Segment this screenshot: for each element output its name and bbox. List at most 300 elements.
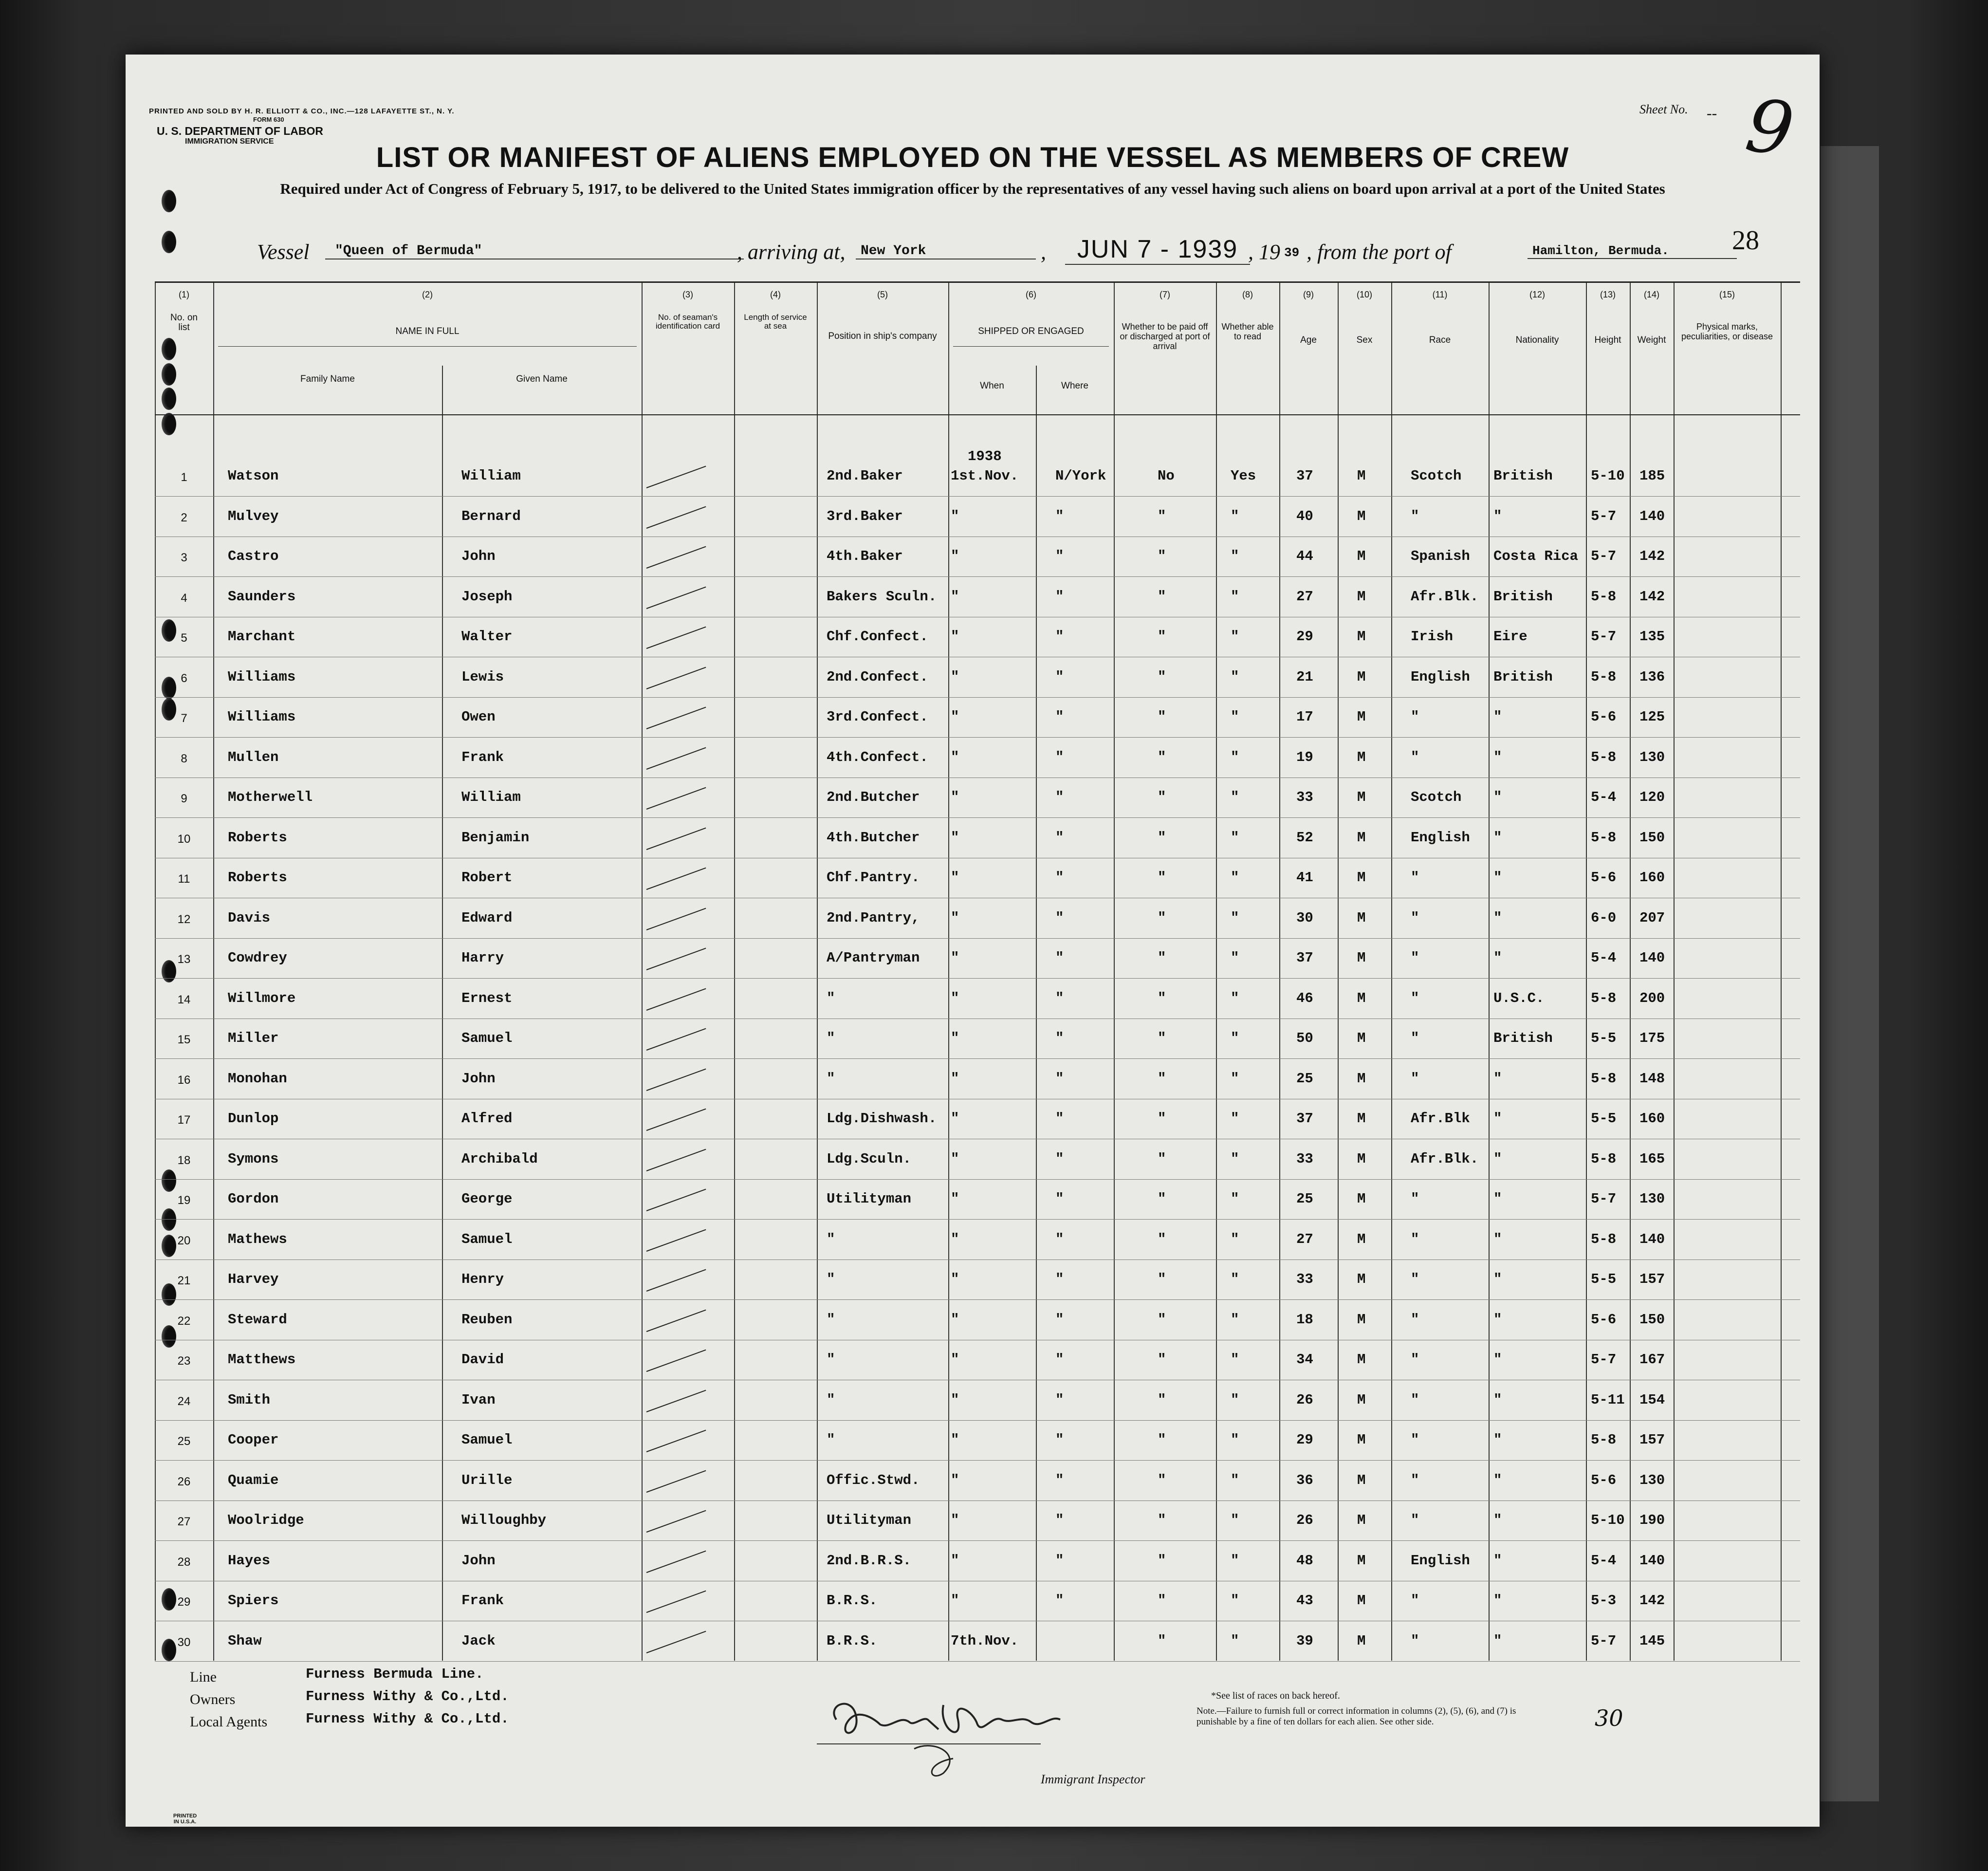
cell-where: " — [1055, 1391, 1064, 1408]
id-card-check-mark — [646, 908, 706, 930]
cell-nationality: " — [1493, 1271, 1502, 1287]
cell-sex: M — [1357, 548, 1366, 564]
cell-paid: " — [1158, 1472, 1166, 1488]
cell-height: 6-0 — [1591, 909, 1617, 926]
row-rule — [155, 938, 1800, 939]
sheet-handwritten-number: 9 — [1741, 83, 1799, 173]
inspector-signature — [817, 1686, 1089, 1763]
id-card-check-mark — [646, 667, 706, 689]
header-id-card: No. of seaman's identification card — [655, 313, 720, 331]
col-num-9: (9) — [1303, 290, 1314, 299]
cell-when: 7th.Nov. — [951, 1632, 1019, 1649]
cell-when: " — [951, 548, 959, 564]
cell-paid: " — [1158, 1271, 1166, 1287]
cell-race: " — [1411, 1512, 1419, 1528]
binder-hole — [162, 190, 176, 212]
cell-given: Lewis — [461, 668, 504, 685]
cell-paid: " — [1158, 1391, 1166, 1408]
row-number: 28 — [177, 1555, 191, 1569]
cell-height: 5-5 — [1591, 1030, 1617, 1046]
col-num-4: (4) — [770, 290, 781, 299]
cell-sex: M — [1357, 1432, 1366, 1448]
underlying-page-edge — [1821, 146, 1879, 1801]
cell-height: 5-3 — [1591, 1593, 1617, 1609]
id-card-check-mark — [646, 948, 706, 970]
col-num-8: (8) — [1242, 290, 1253, 299]
row-number: 25 — [177, 1435, 191, 1448]
cell-family: Mulvey — [228, 508, 279, 524]
cell-race: " — [1411, 1311, 1419, 1328]
cell-position: " — [827, 990, 835, 1006]
row-number: 15 — [177, 1033, 191, 1046]
cell-race: " — [1411, 1191, 1419, 1207]
vessel-label: Vessel — [257, 240, 310, 264]
cell-paid: " — [1158, 789, 1166, 805]
cell-when: " — [951, 1231, 959, 1247]
cell-nationality: " — [1493, 950, 1502, 966]
cell-given: Samuel — [461, 1432, 513, 1448]
cell-age: 50 — [1296, 1030, 1313, 1046]
cell-nationality: " — [1493, 709, 1502, 725]
cell-read: " — [1231, 548, 1239, 564]
cell-race: Scotch — [1411, 789, 1462, 805]
cell-paid: " — [1158, 588, 1166, 605]
cell-age: 33 — [1296, 1271, 1313, 1287]
cell-when: " — [951, 588, 959, 605]
cell-race: " — [1411, 749, 1419, 765]
cell-when: " — [951, 1472, 959, 1488]
local-agents-label: Local Agents — [190, 1714, 268, 1730]
cell-race: Afr.Blk — [1411, 1111, 1470, 1127]
cell-height: 5-8 — [1591, 1432, 1617, 1448]
cell-read: " — [1231, 1432, 1239, 1448]
cell-position: B.R.S. — [827, 1593, 878, 1609]
cell-race: " — [1411, 508, 1419, 524]
cell-family: Dunlop — [228, 1111, 279, 1127]
row-number: 12 — [177, 912, 191, 926]
cell-nationality: " — [1493, 1311, 1502, 1328]
cell-read: " — [1231, 990, 1239, 1006]
cell-read: " — [1231, 950, 1239, 966]
col-num-13: (13) — [1600, 290, 1616, 299]
cell-read: " — [1231, 789, 1239, 805]
cell-given: Bernard — [461, 508, 521, 524]
cell-given: Joseph — [461, 588, 513, 605]
cell-given: Ivan — [461, 1391, 496, 1408]
cell-height: 5-6 — [1591, 1472, 1617, 1488]
form-number: FORM 630 — [253, 116, 284, 123]
cell-when: " — [951, 1352, 959, 1368]
cell-weight: 145 — [1639, 1632, 1665, 1649]
id-card-check-mark — [646, 747, 706, 769]
cell-nationality: British — [1493, 468, 1553, 484]
row-rule — [155, 737, 1800, 738]
sheet-label: Sheet No. — [1639, 102, 1688, 116]
cell-sex: M — [1357, 749, 1366, 765]
row-number: 11 — [178, 872, 190, 886]
cell-nationality: " — [1493, 829, 1502, 846]
cell-nationality: " — [1493, 1111, 1502, 1127]
cell-paid: " — [1158, 1150, 1166, 1167]
col-num-14: (14) — [1643, 290, 1659, 299]
row-number: 21 — [177, 1274, 191, 1287]
cell-height: 5-7 — [1591, 1632, 1617, 1649]
shipped-year: 1938 — [968, 448, 1002, 464]
id-card-check-mark — [646, 1630, 706, 1653]
cell-where: " — [1055, 1030, 1064, 1046]
id-card-check-mark — [646, 1430, 706, 1452]
cell-when: " — [951, 1432, 959, 1448]
row-number: 6 — [181, 671, 187, 685]
cell-height: 5-8 — [1591, 829, 1617, 846]
cell-paid: " — [1158, 709, 1166, 725]
cell-family: Willmore — [228, 990, 296, 1006]
header-name-in-full: NAME IN FULL — [395, 326, 460, 336]
cell-family: Monohan — [228, 1070, 287, 1087]
cell-position: 4th.Butcher — [827, 829, 920, 846]
cell-given: Jack — [461, 1632, 496, 1649]
cell-nationality: British — [1493, 668, 1553, 685]
header-paid-off: Whether to be paid off or discharged at port of arrival — [1120, 322, 1210, 351]
cell-where: " — [1055, 1191, 1064, 1207]
cell-sex: M — [1357, 909, 1366, 926]
id-card-check-mark — [646, 1269, 706, 1292]
immigrant-inspector-label: Immigrant Inspector — [1041, 1772, 1145, 1786]
cell-race: Afr.Blk. — [1411, 588, 1479, 605]
cell-age: 25 — [1296, 1191, 1313, 1207]
cell-given: Frank — [461, 1593, 504, 1609]
cell-weight: 130 — [1639, 749, 1665, 765]
cell-height: 5-8 — [1591, 749, 1617, 765]
cell-read: Yes — [1231, 468, 1256, 484]
cell-where: " — [1055, 1150, 1064, 1167]
cell-race: " — [1411, 709, 1419, 725]
cell-race: " — [1411, 1352, 1419, 1368]
cell-where: " — [1055, 1271, 1064, 1287]
id-card-check-mark — [646, 1109, 706, 1131]
cell-position: 2nd.Confect. — [827, 668, 928, 685]
cell-age: 27 — [1296, 588, 1313, 605]
cell-position: 2nd.B.R.S. — [827, 1552, 912, 1569]
row-number: 30 — [177, 1635, 191, 1649]
cell-read: " — [1231, 1030, 1239, 1046]
cell-age: 37 — [1296, 950, 1313, 966]
cell-race: " — [1411, 1271, 1419, 1287]
cell-given: Robert — [461, 870, 513, 886]
cell-where: " — [1055, 1432, 1064, 1448]
cell-paid: " — [1158, 950, 1166, 966]
cell-read: " — [1231, 1311, 1239, 1328]
cell-paid: " — [1158, 1070, 1166, 1087]
cell-read: " — [1231, 709, 1239, 725]
col-num-3: (3) — [682, 290, 693, 299]
cell-position: " — [827, 1231, 835, 1247]
cell-where: " — [1055, 1352, 1064, 1368]
cell-family: Mathews — [228, 1231, 287, 1247]
cell-race: " — [1411, 1070, 1419, 1087]
header-shipped-engaged: SHIPPED OR ENGAGED — [978, 326, 1084, 336]
row-rule — [155, 697, 1800, 698]
cell-nationality: " — [1493, 1231, 1502, 1247]
from-port: Hamilton, Bermuda. — [1528, 243, 1737, 259]
cell-position: Utilityman — [827, 1191, 912, 1207]
row-number: 19 — [177, 1194, 191, 1207]
cell-position: " — [827, 1391, 835, 1408]
year-label: , 19 — [1248, 240, 1280, 264]
cell-where: " — [1055, 1552, 1064, 1569]
id-card-check-mark — [646, 1510, 706, 1533]
cell-when: " — [951, 1311, 959, 1328]
cell-given: Edward — [461, 909, 513, 926]
cell-race: " — [1411, 1391, 1419, 1408]
cell-family: Roberts — [228, 870, 287, 886]
cell-when: " — [951, 1111, 959, 1127]
cell-position: Utilityman — [827, 1512, 912, 1528]
cell-sex: M — [1357, 1472, 1366, 1488]
cell-given: Harry — [461, 950, 504, 966]
col-num-7: (7) — [1160, 290, 1170, 299]
cell-where: " — [1055, 709, 1064, 725]
cell-weight: 185 — [1639, 468, 1665, 484]
cell-position: " — [827, 1311, 835, 1328]
cell-weight: 140 — [1639, 950, 1665, 966]
cell-position: Ldg.Dishwash. — [827, 1111, 937, 1127]
header-age: Age — [1300, 335, 1317, 345]
cell-race: " — [1411, 870, 1419, 886]
header-physical-marks: Physical marks, peculiarities, or disease — [1681, 322, 1773, 341]
row-number: 29 — [177, 1595, 191, 1609]
cell-age: 29 — [1296, 1432, 1313, 1448]
cell-sex: M — [1357, 950, 1366, 966]
cell-position: Ldg.Sculn. — [827, 1150, 912, 1167]
cell-age: 44 — [1296, 548, 1313, 564]
cell-weight: 136 — [1639, 668, 1665, 685]
cell-where: " — [1055, 1512, 1064, 1528]
row-number: 23 — [177, 1354, 191, 1368]
cell-sex: M — [1357, 1512, 1366, 1528]
cell-nationality: " — [1493, 1352, 1502, 1368]
binder-hole — [162, 231, 176, 253]
cell-where: " — [1055, 508, 1064, 524]
cell-read: " — [1231, 1472, 1239, 1488]
cell-paid: " — [1158, 909, 1166, 926]
cell-weight: 154 — [1639, 1391, 1665, 1408]
cell-read: " — [1231, 1271, 1239, 1287]
row-rule — [155, 817, 1800, 818]
cell-race: " — [1411, 990, 1419, 1006]
cell-family: Marchant — [228, 629, 296, 645]
from-port-label: , from the port of — [1307, 240, 1452, 264]
header-given-name: Given Name — [516, 374, 568, 384]
cell-nationality: Eire — [1493, 629, 1528, 645]
cell-position: 3rd.Baker — [827, 508, 903, 524]
cell-family: Steward — [228, 1311, 287, 1328]
cell-when: " — [951, 749, 959, 765]
cell-sex: M — [1357, 629, 1366, 645]
row-rule — [155, 496, 1800, 497]
cell-where: " — [1055, 588, 1064, 605]
cell-sex: M — [1357, 668, 1366, 685]
cell-nationality: " — [1493, 1391, 1502, 1408]
cell-given: David — [461, 1352, 504, 1368]
cell-position: Bakers Sculn. — [827, 588, 937, 605]
cell-race: Irish — [1411, 629, 1454, 645]
cell-read: " — [1231, 1150, 1239, 1167]
row-number: 14 — [177, 993, 191, 1006]
cell-where: " — [1055, 950, 1064, 966]
col-num-10: (10) — [1356, 290, 1372, 299]
cell-weight: 125 — [1639, 709, 1665, 725]
cell-sex: M — [1357, 508, 1366, 524]
cell-age: 46 — [1296, 990, 1313, 1006]
cell-when: " — [951, 909, 959, 926]
cell-age: 48 — [1296, 1552, 1313, 1569]
cell-where: " — [1055, 749, 1064, 765]
id-card-check-mark — [646, 827, 706, 850]
cell-sex: M — [1357, 468, 1366, 484]
cell-paid: " — [1158, 1191, 1166, 1207]
id-card-check-mark — [646, 707, 706, 729]
cell-given: Owen — [461, 709, 496, 725]
cell-paid: " — [1158, 629, 1166, 645]
row-number: 26 — [177, 1475, 191, 1488]
department-name: U. S. DEPARTMENT OF LABOR — [157, 125, 324, 137]
document-title: LIST OR MANIFEST OF ALIENS EMPLOYED ON THE VESSEL AS MEMBERS OF CREW — [376, 142, 1569, 173]
cell-age: 37 — [1296, 1111, 1313, 1127]
cell-age: 19 — [1296, 749, 1313, 765]
cell-age: 36 — [1296, 1472, 1313, 1488]
row-number: 16 — [177, 1073, 191, 1087]
cell-weight: 142 — [1639, 1593, 1665, 1609]
cell-position: A/Pantryman — [827, 950, 920, 966]
cell-read: " — [1231, 1632, 1239, 1649]
cell-sex: M — [1357, 588, 1366, 605]
cell-sex: M — [1357, 1271, 1366, 1287]
cell-nationality: Costa Rica — [1493, 548, 1579, 564]
cell-weight: 130 — [1639, 1191, 1665, 1207]
cell-when: " — [951, 668, 959, 685]
cell-where: " — [1055, 548, 1064, 564]
cell-height: 5-7 — [1591, 629, 1617, 645]
cell-weight: 190 — [1639, 1512, 1665, 1528]
header-weight: Weight — [1637, 335, 1666, 345]
cell-nationality: " — [1493, 508, 1502, 524]
cell-family: Quamie — [228, 1472, 279, 1488]
cell-race: English — [1411, 1552, 1470, 1569]
cell-weight: 140 — [1639, 1552, 1665, 1569]
cell-paid: " — [1158, 1352, 1166, 1368]
cell-paid: " — [1158, 990, 1166, 1006]
cell-paid: " — [1158, 1111, 1166, 1127]
cell-position: 2nd.Butcher — [827, 789, 920, 805]
row-rule — [155, 576, 1800, 577]
cell-sex: M — [1357, 990, 1366, 1006]
cell-age: 39 — [1296, 1632, 1313, 1649]
cell-when: " — [951, 1150, 959, 1167]
cell-read: " — [1231, 1391, 1239, 1408]
penalty-note: Note.—Failure to furnish full or correct information in columns (2), (5), (6), and (7) is punishable by a fine of ten dollars for each alien. See other side. — [1196, 1706, 1516, 1727]
cell-height: 5-6 — [1591, 870, 1617, 886]
cell-age: 26 — [1296, 1512, 1313, 1528]
cell-when: 1st.Nov. — [951, 468, 1019, 484]
cell-height: 5-8 — [1591, 1150, 1617, 1167]
cell-when: " — [951, 1070, 959, 1087]
id-card-check-mark — [646, 1229, 706, 1251]
id-card-check-mark — [646, 988, 706, 1010]
cell-weight: 165 — [1639, 1150, 1665, 1167]
header-race: Race — [1429, 335, 1451, 345]
cell-paid: " — [1158, 548, 1166, 564]
id-card-check-mark — [646, 787, 706, 810]
cell-height: 5-7 — [1591, 1191, 1617, 1207]
cell-where: " — [1055, 1472, 1064, 1488]
cell-given: Benjamin — [461, 829, 530, 846]
header-able-to-read: Whether able to read — [1221, 322, 1274, 341]
cell-read: " — [1231, 1512, 1239, 1528]
cell-nationality: " — [1493, 789, 1502, 805]
cell-family: Miller — [228, 1030, 279, 1046]
id-card-check-mark — [646, 868, 706, 890]
cell-weight: 148 — [1639, 1070, 1665, 1087]
row-number: 22 — [177, 1314, 191, 1328]
arriving-label: , arriving at, — [737, 240, 846, 264]
line-value: Furness Bermuda Line. — [306, 1666, 484, 1682]
cell-where: " — [1055, 629, 1064, 645]
cell-nationality: British — [1493, 1030, 1553, 1046]
cell-age: 30 — [1296, 909, 1313, 926]
cell-race: " — [1411, 950, 1419, 966]
cell-paid: " — [1158, 1593, 1166, 1609]
cell-position: Offic.Stwd. — [827, 1472, 920, 1488]
row-number: 20 — [177, 1234, 191, 1247]
cell-sex: M — [1357, 1070, 1366, 1087]
cell-family: Gordon — [228, 1191, 279, 1207]
cell-nationality: " — [1493, 1432, 1502, 1448]
cell-where: " — [1055, 1593, 1064, 1609]
cell-given: John — [461, 548, 496, 564]
service-name: IMMIGRATION SERVICE — [185, 137, 274, 146]
cell-when: " — [951, 508, 959, 524]
cell-when: " — [951, 1391, 959, 1408]
cell-race: Afr.Blk. — [1411, 1150, 1479, 1167]
cell-age: 27 — [1296, 1231, 1313, 1247]
cell-where: " — [1055, 668, 1064, 685]
cell-nationality: " — [1493, 749, 1502, 765]
cell-read: " — [1231, 1552, 1239, 1569]
header-length-service: Length of service at sea — [744, 313, 807, 331]
arriving-port: New York — [856, 243, 1036, 259]
cell-nationality: U.S.C. — [1493, 990, 1545, 1006]
cell-position: 3rd.Confect. — [827, 709, 928, 725]
col-num-2: (2) — [422, 290, 433, 299]
cell-where: " — [1055, 789, 1064, 805]
cell-paid: " — [1158, 1432, 1166, 1448]
cell-position: " — [827, 1432, 835, 1448]
cell-sex: M — [1357, 1593, 1366, 1609]
cell-position: Chf.Pantry. — [827, 870, 920, 886]
id-card-check-mark — [646, 1309, 706, 1332]
header-family-name: Family Name — [300, 374, 355, 384]
cell-race: " — [1411, 1231, 1419, 1247]
cell-race: " — [1411, 1432, 1419, 1448]
row-rule — [155, 1179, 1800, 1180]
cell-sex: M — [1357, 870, 1366, 886]
cell-weight: 120 — [1639, 789, 1665, 805]
cell-read: " — [1231, 829, 1239, 846]
col-num-11: (11) — [1432, 290, 1448, 299]
cell-nationality: " — [1493, 1070, 1502, 1087]
header-position: Position in ship's company — [828, 331, 937, 341]
